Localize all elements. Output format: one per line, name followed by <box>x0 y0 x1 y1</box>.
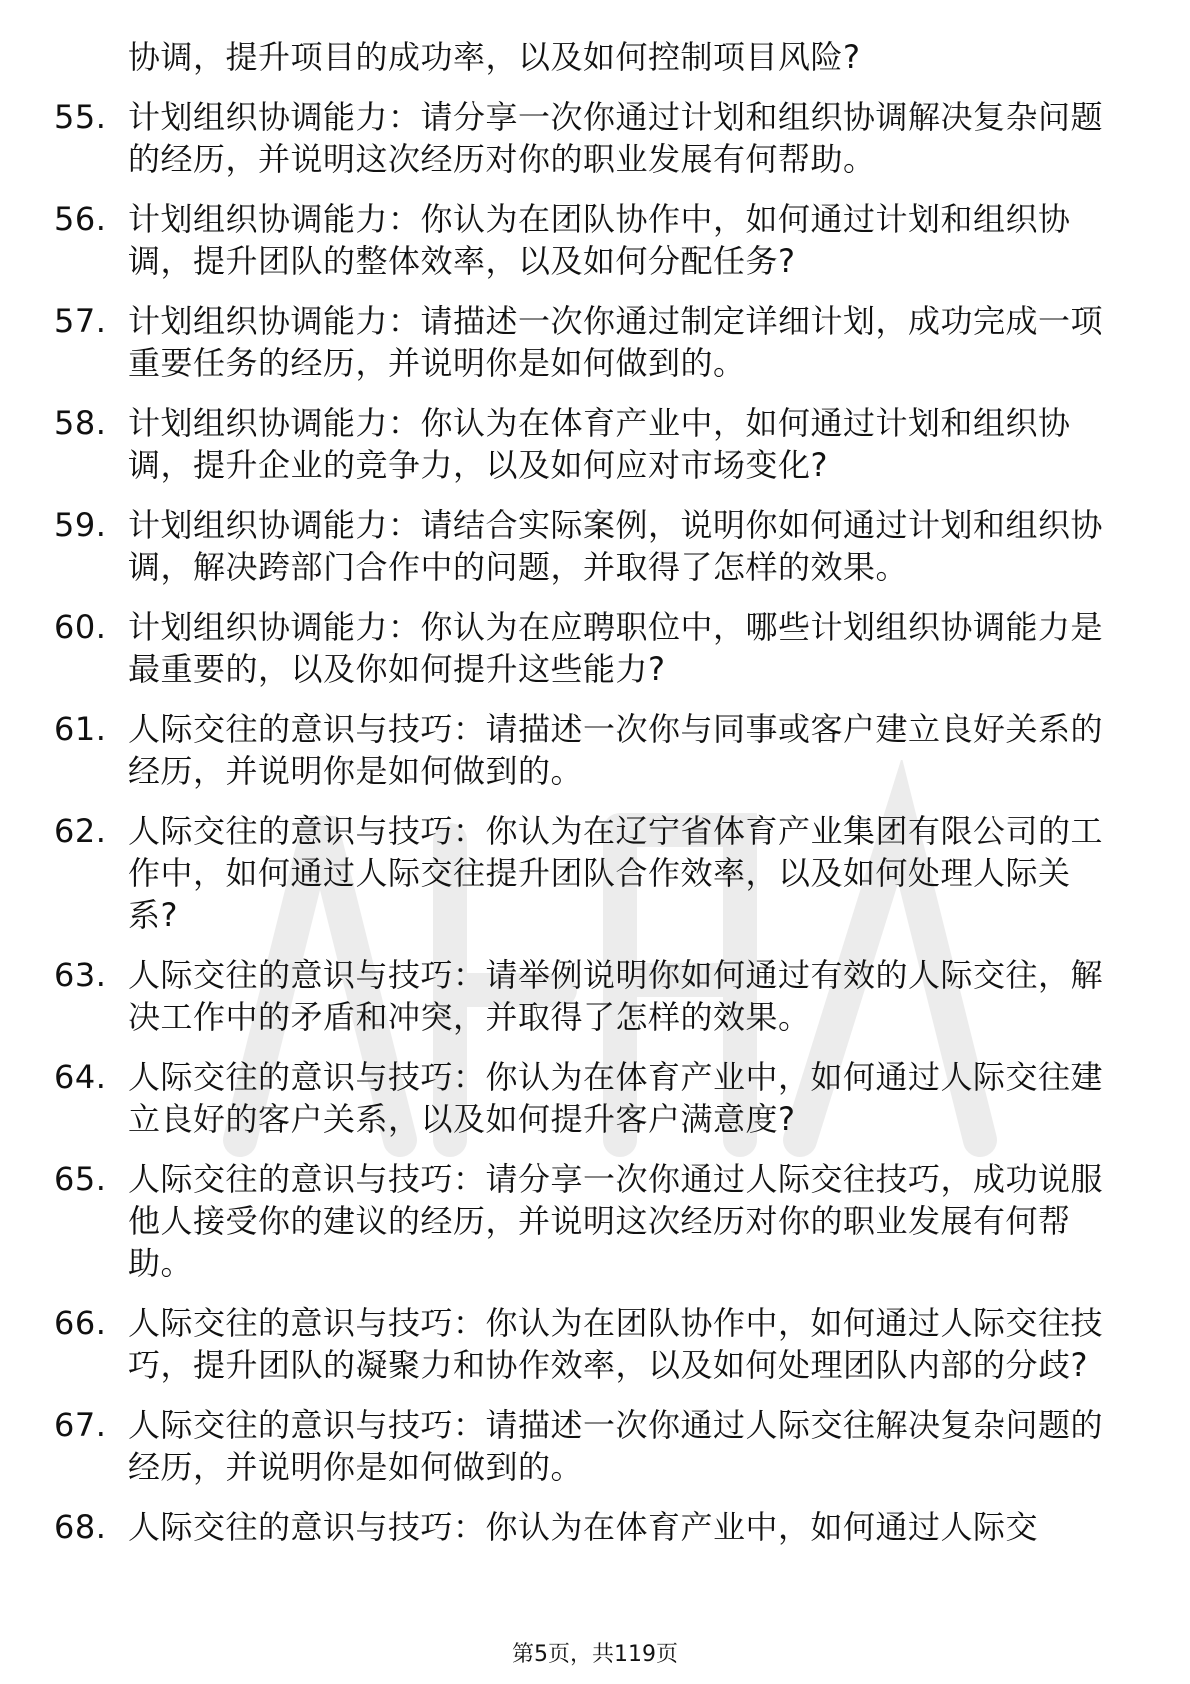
list-item <box>54 1056 1114 1140</box>
list-item <box>54 96 1114 180</box>
list-item <box>54 1506 1114 1548</box>
list-item <box>54 954 1114 1038</box>
question-number: 57. <box>54 302 107 340</box>
list-item <box>54 708 1114 792</box>
question-text: 计划组织协调能力：你认为在团队协作中，如何通过计划和组织协调，提升团队的整体效率，以及如何分配任务? <box>128 200 1071 280</box>
question-text: 人际交往的意识与技巧：请描述一次你与同事或客户建立良好关系的经历，并说明你是如何做到的。 <box>128 710 1104 790</box>
question-text: 人际交往的意识与技巧：你认为在辽宁省体育产业集团有限公司的工作中，如何通过人际交往提升团队合作效率，以及如何处理人际关系? <box>128 812 1104 934</box>
question-text: 计划组织协调能力：你认为在应聘职位中，哪些计划组织协调能力是最重要的，以及你如何提升这些能力? <box>128 608 1104 688</box>
question-number: 60. <box>54 608 107 646</box>
question-text: 计划组织协调能力：请分享一次你通过计划和组织协调解决复杂问题的经历，并说明这次经历对你的职业发展有何帮助。 <box>128 98 1104 178</box>
question-number: 68. <box>54 1508 107 1546</box>
list-item <box>54 504 1114 588</box>
list-item <box>54 300 1114 384</box>
question-number: 55. <box>54 98 107 136</box>
question-number: 64. <box>54 1058 107 1096</box>
list-item <box>54 606 1114 690</box>
question-number: 66. <box>54 1304 107 1342</box>
question-text: 人际交往的意识与技巧：请描述一次你通过人际交往解决复杂问题的经历，并说明你是如何做到的。 <box>128 1406 1104 1486</box>
list-item <box>54 1158 1114 1284</box>
question-list <box>54 36 1114 1566</box>
question-text: 计划组织协调能力：请描述一次你通过制定详细计划，成功完成一项重要任务的经历，并说明你是如何做到的。 <box>128 302 1104 382</box>
list-item <box>54 810 1114 936</box>
list-item <box>54 198 1114 282</box>
list-item <box>54 1302 1114 1386</box>
list-item <box>54 402 1114 486</box>
question-text: 人际交往的意识与技巧：请举例说明你如何通过有效的人际交往，解决工作中的矛盾和冲突，并取得了怎样的效果。 <box>128 956 1104 1036</box>
question-text: 计划组织协调能力：请结合实际案例，说明你如何通过计划和组织协调，解决跨部门合作中的问题，并取得了怎样的效果。 <box>128 506 1104 586</box>
question-text: 人际交往的意识与技巧：你认为在体育产业中，如何通过人际交往建立良好的客户关系，以及如何提升客户满意度? <box>128 1058 1104 1138</box>
list-item-continuation <box>54 36 1114 78</box>
question-number: 59. <box>54 506 107 544</box>
continuation-text: 协调，提升项目的成功率，以及如何控制项目风险? <box>128 38 861 76</box>
question-number: 65. <box>54 1160 107 1198</box>
question-number: 56. <box>54 200 107 238</box>
question-text: 人际交往的意识与技巧：请分享一次你通过人际交往技巧，成功说服他人接受你的建议的经历，并说明这次经历对你的职业发展有何帮助。 <box>128 1160 1104 1282</box>
question-number: 58. <box>54 404 107 442</box>
page-footer <box>0 1640 1190 1670</box>
page-number-label: 第5页，共119页 <box>512 1642 678 1667</box>
question-number: 61. <box>54 710 107 748</box>
question-text: 人际交往的意识与技巧：你认为在团队协作中，如何通过人际交往技巧，提升团队的凝聚力和协作效率，以及如何处理团队内部的分歧? <box>128 1304 1104 1384</box>
question-text: 人际交往的意识与技巧：你认为在体育产业中，如何通过人际交 <box>128 1508 1039 1546</box>
question-number: 62. <box>54 812 107 850</box>
question-number: 63. <box>54 956 107 994</box>
question-number: 67. <box>54 1406 107 1444</box>
question-text: 计划组织协调能力：你认为在体育产业中，如何通过计划和组织协调，提升企业的竞争力，以及如何应对市场变化? <box>128 404 1071 484</box>
list-item <box>54 1404 1114 1488</box>
